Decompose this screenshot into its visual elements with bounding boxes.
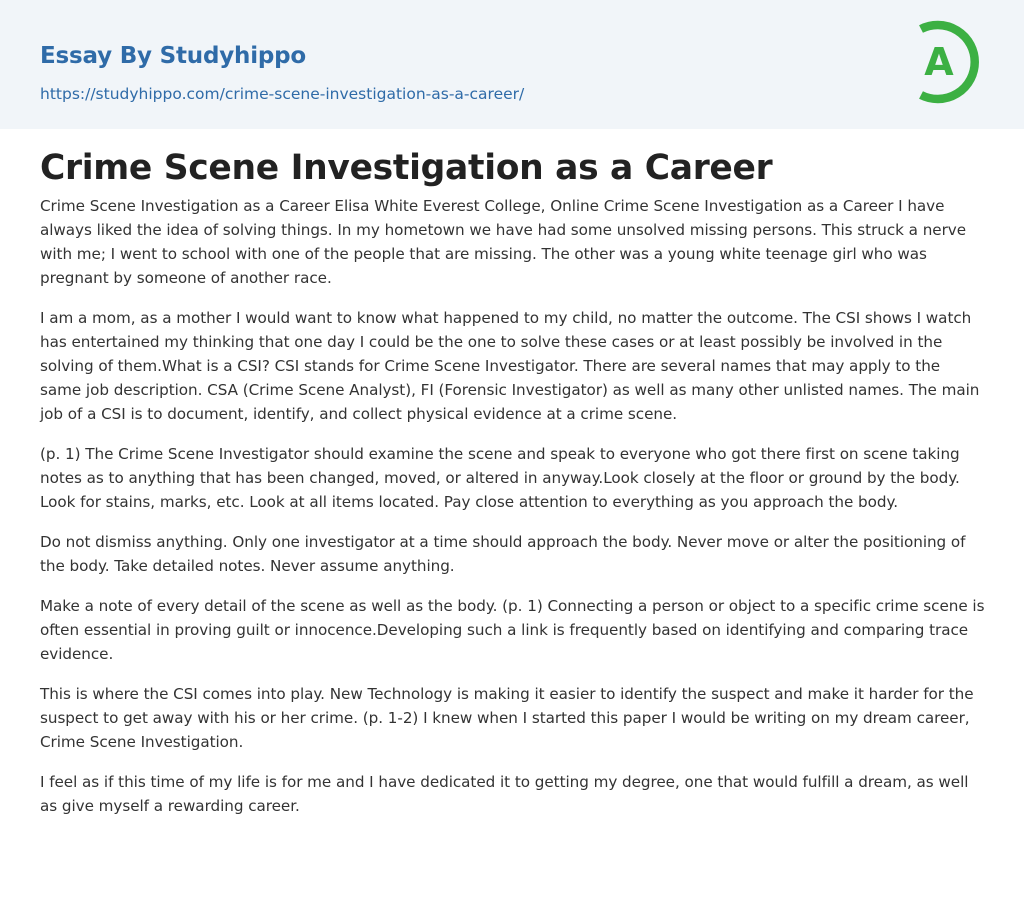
- logo-letter: A: [924, 40, 954, 84]
- source-url-link[interactable]: https://studyhippo.com/crime-scene-investigation-as-a-career/: [40, 85, 525, 103]
- paragraph: I am a mom, as a mother I would want to know what happened to my child, no matter the outcome. The CSI shows I watch has entertained my thinking that one day I could be the one to solve these cases or at least possibly be involved in the solving of them.What is a CSI? CSI stands for Crime Scene Investigator. There are several names that may apply to the same job description. CSA (Crime Scene Analyst), FI (Forensic Investigator) as well as many other unlisted names. The main job of a CSI is to document, identify, and collect physical evidence at a crime scene.: [40, 309, 980, 423]
- paragraph: This is where the CSI comes into play. New Technology is making it easier to identify the suspect and make it harder for the suspect to get away with his or her crime. (p. 1-2) I knew when I started this paper I would be writing on my dream career, Crime Scene Investigation.: [40, 685, 974, 751]
- brand-title[interactable]: Essay By Studyhippo: [40, 43, 307, 69]
- paragraph: Crime Scene Investigation as a Career Elisa White Everest College, Online Crime Scene Investigation as a Career I have always liked the idea of solving things. In my hometown we have had some unsolved missing persons. This struck a nerve with me; I went to school with one of the people that are missing. The other was a young white teenage girl who was pregnant by someone of another race.: [40, 197, 966, 287]
- studyhippo-logo-icon[interactable]: [911, 18, 987, 106]
- paragraph: I feel as if this time of my life is for me and I have dedicated it to getting my degree, one that would fulfill a dream, as well as give myself a rewarding career.: [40, 773, 969, 815]
- page-title: Crime Scene Investigation as a Career: [40, 148, 773, 188]
- paragraph: Do not dismiss anything. Only one investigator at a time should approach the body. Never move or alter the positioning of the body. Take detailed notes. Never assume anything.: [40, 533, 966, 575]
- paragraph: Make a note of every detail of the scene as well as the body. (p. 1) Connecting a person or object to a specific crime scene is often essential in proving guilt or innocence.Developing such a link is frequently based on identifying and comparing trace evidence.: [40, 597, 985, 663]
- paragraph: (p. 1) The Crime Scene Investigator should examine the scene and speak to everyone who got there first on scene taking notes as to anything that has been changed, moved, or altered in anyway.Look closely at the floor or ground by the body. Look for stains, marks, etc. Look at all items located. Pay close attention to everything as you approach the body.: [40, 445, 960, 511]
- article: [40, 146, 986, 834]
- site-header: [0, 0, 1024, 129]
